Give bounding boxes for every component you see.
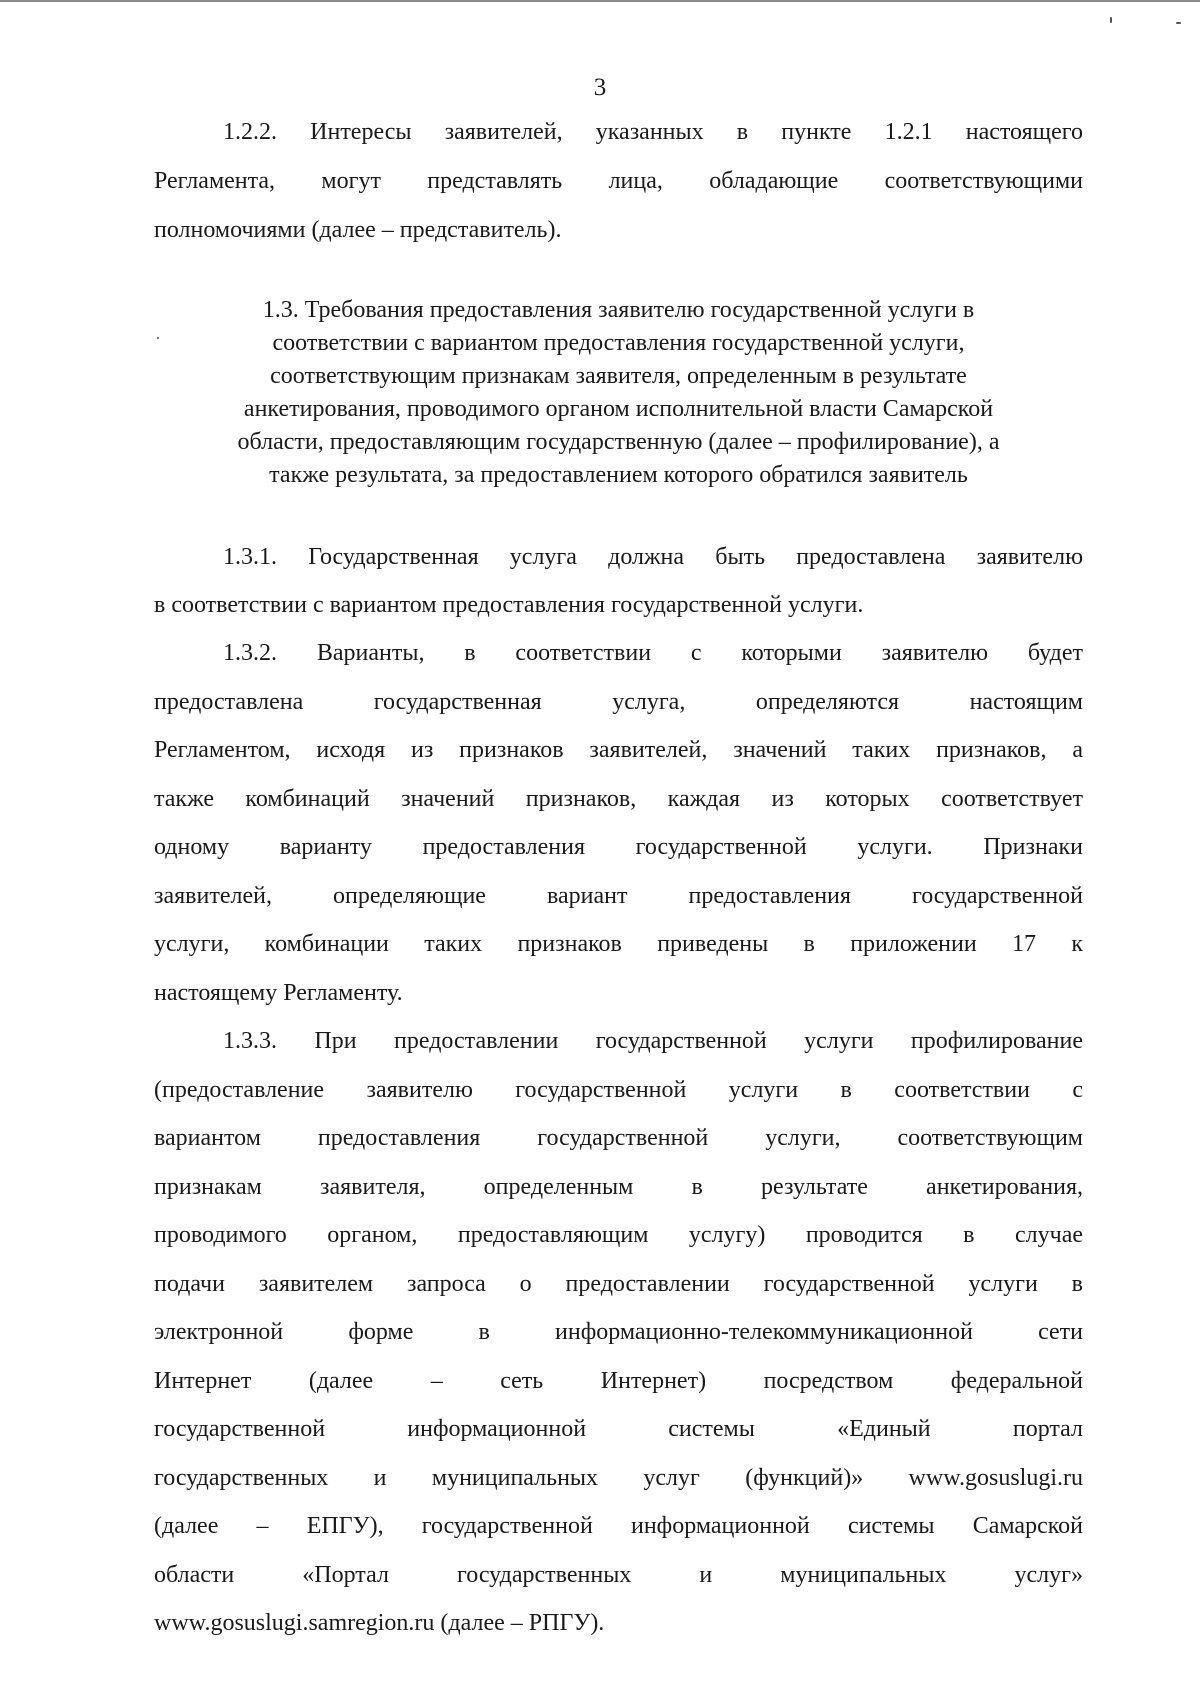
paragraph-line: полномочиями (далее – представитель). [154,217,562,243]
section-heading-line: соответствии с вариантом предоставления государственной услуги, [272,330,965,356]
paragraph-line: 1.3.3. При предоставлении государственной услуги профилирование [223,1028,1083,1054]
paragraph-line: государственной информационной системы «Единый портал [154,1416,1083,1442]
paragraph-line: электронной форме в информационно-телекоммуникационной сети [154,1319,1083,1345]
top-scan-border [0,0,1200,2]
paragraph-line: предоставлена государственная услуга, определяются настоящим [154,689,1083,715]
paragraph-line: в соответствии с вариантом предоставления государственной услуги. [154,592,864,618]
paragraph-line: подачи заявителем запроса о предоставлении государственной услуги в [154,1271,1083,1297]
scan-speck [1176,22,1181,24]
paragraph-line: также комбинаций значений признаков, каждая из которых соответствует [154,786,1083,812]
paragraph-line: Регламентом, исходя из признаков заявителей, значений таких признаков, а [154,737,1083,763]
paragraph-line: настоящему Регламенту. [154,980,403,1006]
paragraph-line: одному варианту предоставления государственной услуги. Признаки [154,834,1083,860]
scan-speck [1110,17,1112,23]
section-heading-line: анкетирования, проводимого органом исполнительной власти Самарской [243,396,994,422]
paragraph-line: признакам заявителя, определенным в результате анкетирования, [154,1174,1083,1200]
paragraph-line: 1.3.2. Варианты, в соответствии с которыми заявителю будет [223,640,1083,666]
paragraph-line: 1.3.1. Государственная услуга должна быть предоставлена заявителю [223,544,1083,570]
section-heading-line: 1.3. Требования предоставления заявителю государственной услуги в [262,297,975,323]
paragraph-line: услуги, комбинации таких признаков приведены в приложении 17 к [154,931,1083,957]
paragraph-line: проводимого органом, предоставляющим услугу) проводится в случае [154,1222,1083,1248]
page-number: 3 [593,74,607,101]
paragraph-line: вариантом предоставления государственной услуги, соответствующим [154,1125,1083,1151]
paragraph-line: заявителей, определяющие вариант предоставления государственной [154,883,1083,909]
paragraph-line: 1.2.2. Интересы заявителей, указанных в пункте 1.2.1 настоящего [223,119,1083,145]
paragraph-line: (предоставление заявителю государственной услуги в соответствии с [154,1077,1083,1103]
section-heading-line: соответствующим признакам заявителя, определенным в результате [270,363,967,389]
section-heading-line: области, предоставляющим государственную (далее – профилирование), а [237,429,1000,455]
paragraph-line: Регламента, могут представлять лица, обладающие соответствующими [154,168,1083,194]
paragraph-line: государственных и муниципальных услуг (функций)» www.gosuslugi.ru [154,1465,1083,1491]
paragraph-line: www.gosuslugi.samregion.ru (далее – РПГУ). [154,1610,605,1636]
paragraph-line: Интернет (далее – сеть Интернет) посредством федеральной [154,1368,1083,1394]
section-heading-line: также результата, за предоставлением которого обратился заявитель [269,462,968,488]
paragraph-line: (далее – ЕПГУ), государственной информационной системы Самарской [154,1513,1083,1539]
paragraph-line: области «Портал государственных и муниципальных услуг» [154,1562,1083,1588]
